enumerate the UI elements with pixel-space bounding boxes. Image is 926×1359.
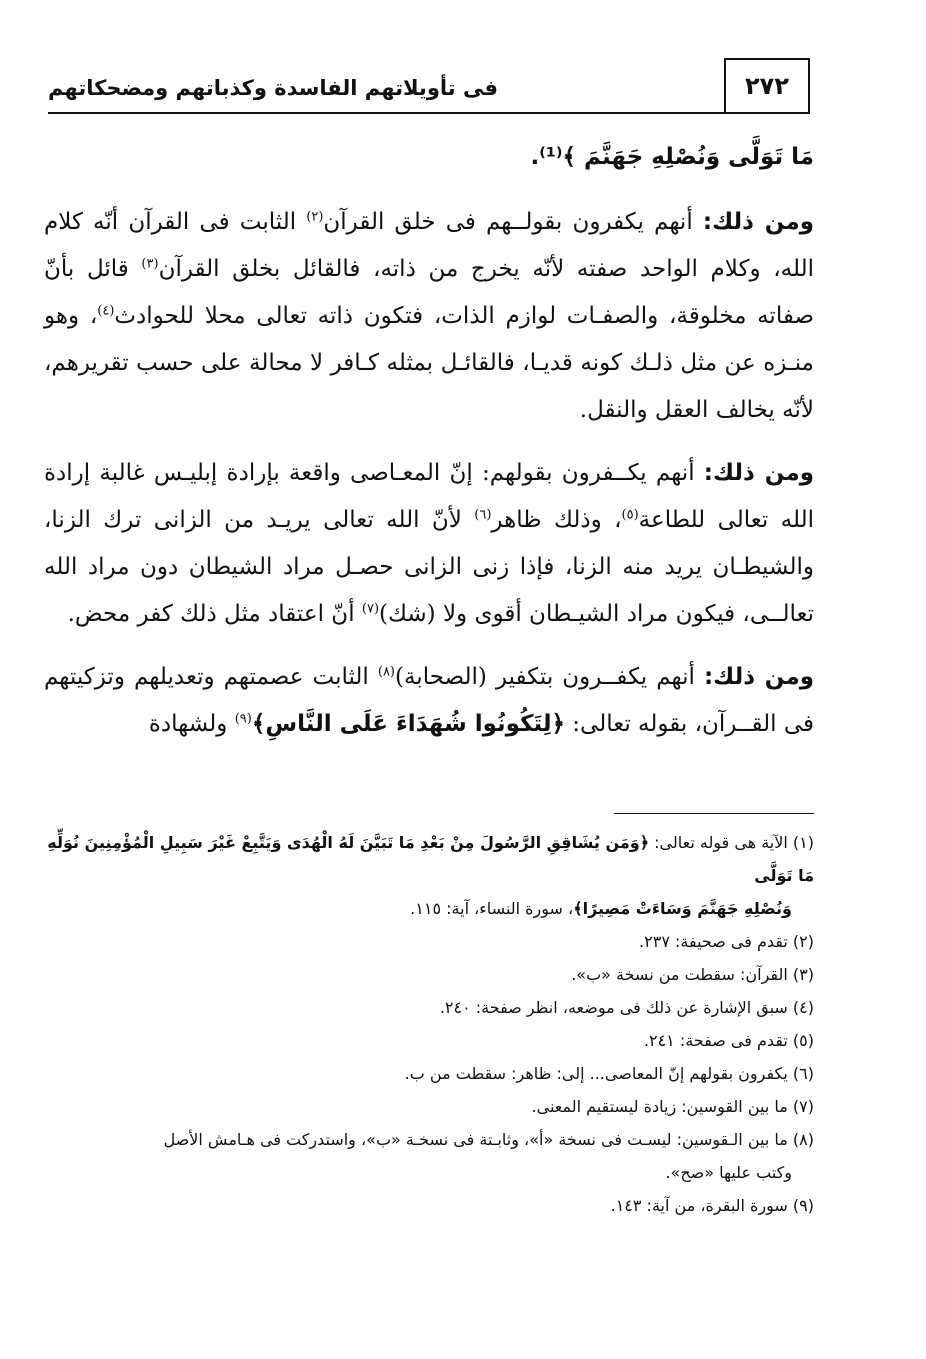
page-header	[48, 58, 810, 120]
footnote-text: (٨) ما بين الـقوسين: ليسـت فى نسخة «أ»، وثابـتة فى نسخـة «ب»، واستدركت فى هـامش الأصل	[163, 1130, 814, 1149]
paragraph-lead: ومن ذلك:	[703, 664, 814, 690]
footnote-ref: (٢)	[306, 209, 324, 225]
page-number: ٢٧٢	[724, 58, 810, 112]
text-segment: لأنّ الله تعالى يريـد من الزانى ترك الزنا، والشيطـان يريد منه الزنا، فإذا زنى الزانى حصـل مراد الشيطان دون مراد الله تعالــى، فيكون مراد الشيـطان أقوى ولا (شك)	[44, 507, 814, 627]
footnote-1	[44, 826, 814, 925]
paragraph-lead: ومن ذلك:	[702, 209, 815, 235]
header-rule	[48, 112, 810, 114]
text-segment: أنهم يكــفرون بقولهم: إنّ المعـاصى واقعة بإرادة إبليـس غالبة إرادة الله تعالى للطاعة	[44, 460, 814, 533]
quran-quote: ﴿لِتَكُونُوا شُهَدَاءَ عَلَى النَّاسِ﴾	[251, 711, 565, 737]
footnote-ref: (٧)	[361, 601, 380, 617]
text-segment: أنهم يكفرون بقولــهم فى خلق القرآن	[323, 209, 703, 235]
footnote-ref: (٥)	[621, 507, 639, 523]
footnote-number: (١)	[792, 833, 814, 852]
footnote-text: الآية هى قوله تعالى:	[649, 833, 793, 852]
footnote-ref: (٨)	[377, 664, 395, 680]
paragraph-lead: ومن ذلك:	[703, 460, 814, 486]
footnote-ref: (٣)	[141, 256, 159, 272]
footnotes	[44, 826, 814, 1222]
text-segment: الثابت عصمتهم وتعديلهم وتزكيتهم فى القــرآن، بقوله تعالى:	[44, 664, 814, 737]
footnote-text: ، سورة النساء، آية: ١١٥.	[410, 899, 574, 918]
text-segment: الثابت فى القرآن أنّه كلام الله، وكلام الواحد صفته لأنّه يخرج من ذاته، فالقائل بخلق القرآن	[44, 209, 814, 282]
footnote-5: (٥) تقدم فى صفحة: ٢٤١.	[643, 1031, 814, 1050]
footnote-8	[44, 1123, 814, 1189]
text-segment: ، وذلك ظاهر	[491, 507, 622, 533]
footnote-6: (٦) يكفرون بقولهم إنّ المعاصى... إلى: ظاهر: سقطت من ب.	[404, 1064, 814, 1083]
paragraph-continuation: مَا تَوَلَّى وَنُصْلِهِ جَهَنَّمَ ﴾⁽¹⁾.	[530, 144, 814, 170]
text-segment: قائل بأنّ صفاته مخلوقة، والصفـات لوازم الذات، فتكون ذاته تعالى محلا للحوادث	[44, 256, 814, 329]
footnote-4: (٤) سبق الإشارة عن ذلك فى موضعه، انظر صفحة: ٢٤٠.	[439, 998, 814, 1017]
footnote-separator	[614, 813, 814, 814]
footnote-continuation: وكتب عليها «صح».	[665, 1163, 792, 1182]
footnote-7: (٧) ما بين القوسين: زيادة ليستقيم المعنى.	[531, 1097, 814, 1116]
text-segment: ولشهادة	[148, 711, 235, 737]
footnote-quran-quote: ﴿وَمَن يُشَاقِقِ الرَّسُولَ مِنْ بَعْدِ مَا تَبَيَّنَ لَهُ الْهُدَى وَيَتَّبِعْ غَيْرَ سَبِيلِ الْمُؤْمِنِينَ نُوَلِّهِ مَا تَوَلَّى	[47, 833, 814, 885]
paragraph-3	[44, 654, 814, 748]
text-segment: ، وهو منـزه عن مثل ذلـك كونه قديـا، فالقائـل بمثله كـافر لا محالة على حسب تقريرهم، لأنّه يخالف العقل والنقل.	[44, 303, 814, 423]
footnote-ref: (٦)	[474, 507, 492, 523]
text-segment: أنهم يكفــرون بتكفير (الصحابة)	[395, 664, 704, 690]
main-text	[44, 134, 814, 764]
footnote-ref: (٤)	[97, 303, 115, 319]
footnote-3: (٣) القرآن: سقطت من نسخة «ب».	[571, 965, 814, 984]
paragraph-1	[44, 199, 814, 434]
paragraph-2	[44, 450, 814, 638]
footnote-9: (٩) سورة البقرة، من آية: ١٤٣.	[610, 1196, 814, 1215]
footnote-continuation	[44, 892, 814, 925]
running-title: فى تأويلاتهم الفاسدة وكذباتهم ومضحكاتهم	[48, 76, 498, 100]
footnote-2: (٢) تقدم فى صحيفة: ٢٣٧.	[639, 932, 814, 951]
footnote-quran-quote: وَنُصْلِهِ جَهَنَّمَ وَسَاءَتْ مَصِيرًا﴾	[573, 899, 792, 918]
footnote-ref: (٩)	[234, 711, 252, 727]
text-segment: أنّ اعتقاد مثل ذلك كفر محض.	[67, 601, 362, 627]
